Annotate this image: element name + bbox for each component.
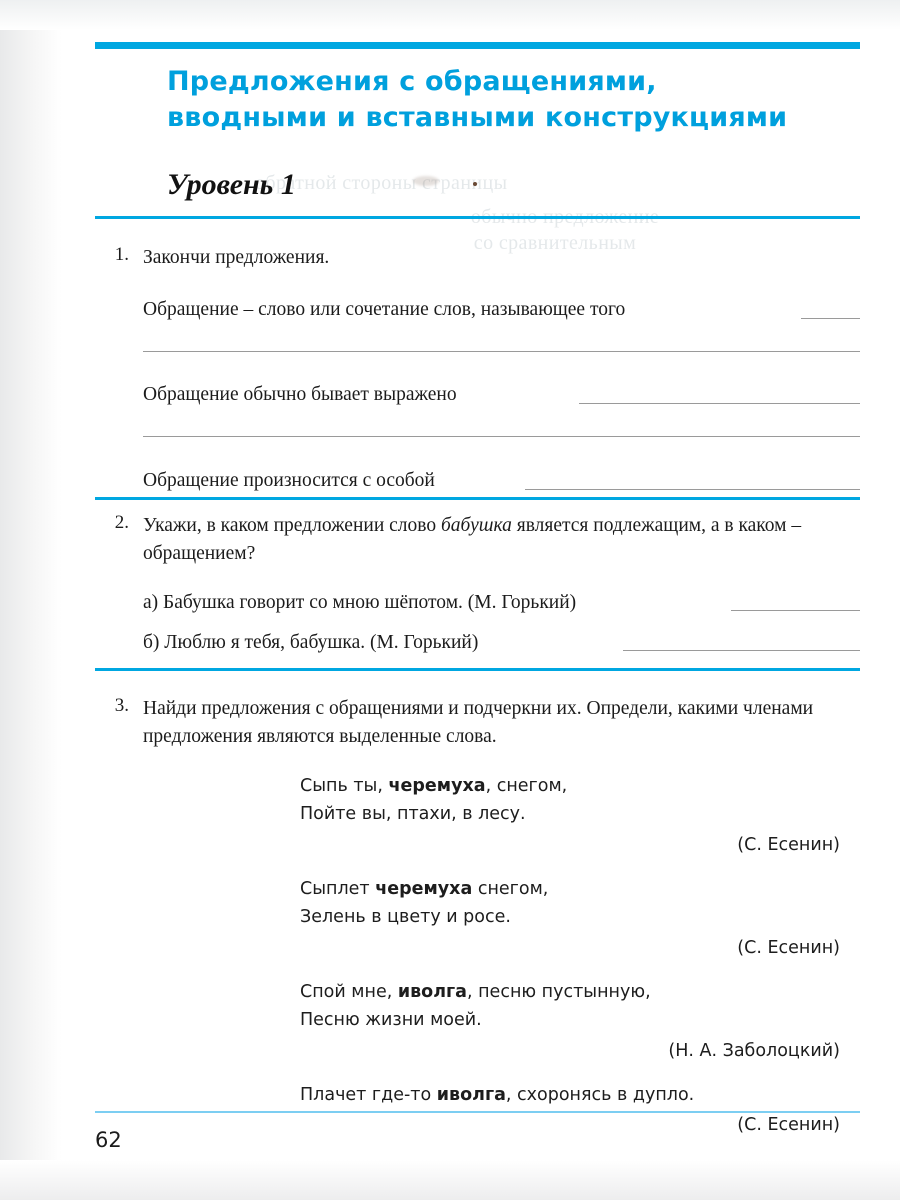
section-rule-3 [95,668,860,671]
poem-line-before: Песню жизни моей. [300,1010,482,1031]
poem-block-3 [300,978,840,1065]
bleed-through-line-1: обратной стороны страницы [255,172,508,194]
page-content [95,0,855,1200]
poem-line-after: , схоронясь в дупло. [505,1085,695,1106]
poem-line [300,1006,840,1034]
task-1-body [143,244,860,495]
poem-line-before: Сыплет [300,879,376,900]
answer-blank[interactable] [623,650,860,651]
answer-blank[interactable] [801,318,860,319]
task-2 [95,512,860,657]
page-title-line-1: Предложения с обращениями, [167,66,657,97]
poem-author: (С. Есенин) [737,937,840,958]
footer-rule [95,1111,860,1113]
answer-blank[interactable] [579,403,860,404]
task-1-prompt: Закончи предложения. [143,247,330,268]
bleed-through-line-3: со сравнительным [473,232,637,254]
poem-line-before: Плачет где-то [300,1085,437,1106]
page-number: 62 [95,1128,122,1152]
scan-shadow-left [0,0,62,1200]
paper-smudge [413,176,439,186]
poem-line-before: Сыпь ты, [300,776,389,796]
poem-line-highlight: иволга [397,982,467,1003]
task-1-fill-3-text: Обращение произносится с особой [143,470,435,492]
task-3-number: 3. [114,695,129,716]
answer-blank[interactable] [525,489,860,490]
header-rule [95,42,860,49]
section-rule-2 [95,497,860,500]
poem-line-highlight: иволга [436,1085,506,1106]
poem-block-1 [300,772,840,859]
task-2-prompt-part-1: Укажи, в каком предложении слово [143,515,441,536]
poem-line-highlight: черемуха [375,879,473,900]
bleed-through-line-2: обычно предложение [470,206,660,228]
task-2-prompt-part-2: является подлежащим, а в каком – обращением? [143,515,802,564]
poem-line-before: Зелень в цвету и росе. [300,907,511,928]
poem-line [300,1081,840,1109]
poem-line [300,875,840,903]
poem-line-before: Пойте вы, птахи, в лесу. [300,804,526,825]
section-rule-1 [95,216,860,219]
task-2-item-a [143,589,860,617]
task-1-fill-2 [143,381,860,409]
poem-author: (С. Есенин) [737,1115,840,1136]
poem-line-after: , снегом, [485,776,568,796]
task-2-item-b [143,629,860,657]
task-1-fill-3 [143,467,860,495]
task-2-item-b-text: б) Люблю я тебя, бабушка. (М. Горький) [143,632,479,654]
poem-author: (Н. А. Заболоцкий) [668,1040,840,1061]
page-title [167,64,867,137]
poem-line-after: , песню пустынную, [466,982,651,1003]
task-1-fill-1 [143,296,860,324]
ink-dot [473,182,477,186]
task-1-fill-1-text: Обращение – слово или сочетание слов, называющее того [143,298,626,320]
answer-blank[interactable] [143,436,860,437]
task-1 [95,244,860,495]
task-2-item-a-text: а) Бабушка говорит со мною шёпотом. (М. Горький) [143,592,577,614]
task-2-prompt-keyword: бабушка [440,515,512,536]
poem-list [300,772,840,1156]
answer-blank[interactable] [731,610,860,611]
poem-line [300,903,840,931]
task-1-fill-2-text: Обращение обычно бывает выражено [143,384,457,406]
answer-blank[interactable] [143,351,860,352]
task-3 [95,695,860,750]
page-title-line-2: вводными и вставными конструкциями [167,102,788,134]
poem-line [300,800,840,828]
task-1-number: 1. [114,244,129,265]
task-3-prompt: Найди предложения с обращениями и подчеркни их. Определи, какими членами предложения являются выделенные слова. [143,698,814,747]
task-2-prompt [143,512,860,567]
poem-line-before: Спой мне, [300,982,398,1003]
task-2-body [143,512,860,657]
task-3-body [143,695,860,750]
poem-block-2 [300,875,840,962]
poem-author: (С. Есенин) [737,834,840,855]
task-2-number: 2. [114,512,129,533]
poem-line-highlight: черемуха [388,776,486,796]
poem-line-after: снегом, [472,879,549,900]
poem-line [300,772,840,800]
poem-line [300,978,840,1006]
level-heading: Уровень 1 [167,168,296,201]
